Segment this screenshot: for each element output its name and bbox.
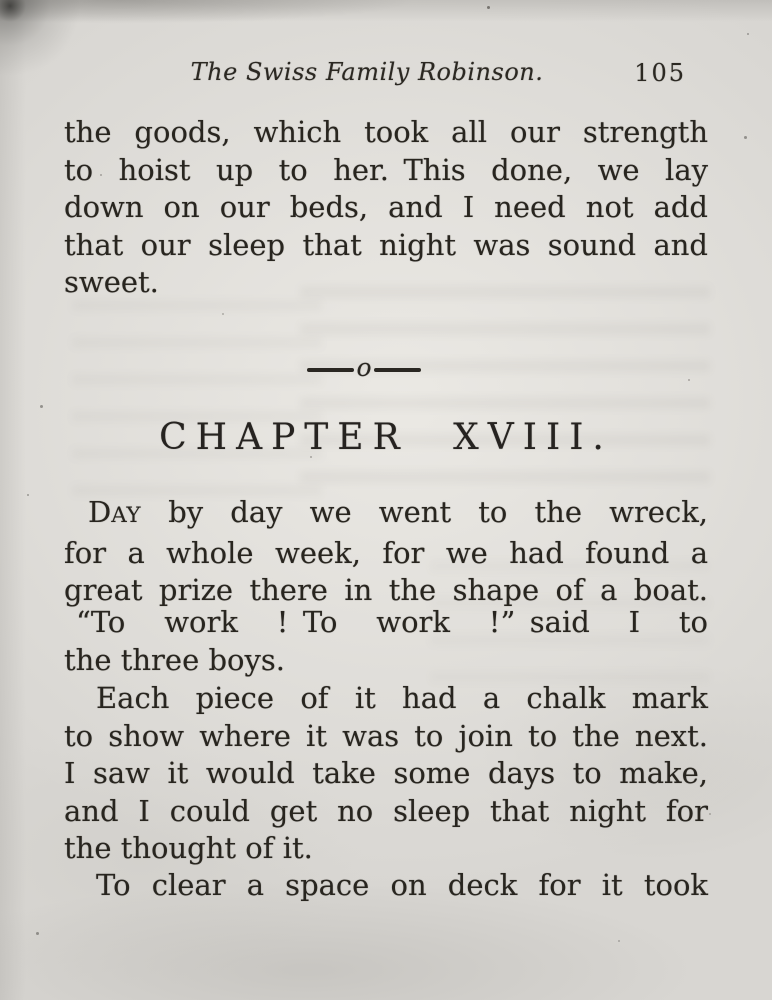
running-title: The Swiss Family Robinson. xyxy=(190,58,544,86)
lead-capital: D xyxy=(88,495,112,529)
text-line: the goods, which took all our strength xyxy=(64,115,708,149)
section-divider xyxy=(42,352,686,388)
text-line: To clear a space on deck for it took xyxy=(96,868,708,902)
page-header xyxy=(64,58,708,94)
text-line: down on our beds, and I need not add xyxy=(64,190,708,225)
small-caps-text: AY xyxy=(111,503,142,528)
page-number: 105 xyxy=(634,59,686,87)
divider-rule-right xyxy=(374,368,421,372)
text-line: and I could get no sleep that night for xyxy=(64,793,708,828)
text-line: sweet. xyxy=(64,265,159,300)
chapter-heading: CHAPTER XVIII. xyxy=(159,417,613,458)
paragraph xyxy=(64,494,708,610)
text-line: to show where it was to join to the next. xyxy=(64,718,708,753)
paragraph xyxy=(64,604,708,679)
text-line: to hoist up to her. This done, we lay xyxy=(64,152,708,187)
paragraph-continuation xyxy=(64,114,708,302)
show-through-texture xyxy=(300,286,710,500)
text-line: the three boys. xyxy=(64,642,285,677)
show-through-texture xyxy=(72,300,322,500)
text-line xyxy=(64,494,708,535)
text-line: that our sleep that night was sound and xyxy=(64,227,708,262)
divider-rule-left xyxy=(307,368,354,372)
line-text: by day we went to the wreck, xyxy=(141,495,708,529)
paragraph xyxy=(64,680,708,868)
text-line: the thought of it. xyxy=(64,831,313,866)
text-line: for a whole week, for we had found a xyxy=(64,535,708,570)
paragraph-partial xyxy=(64,867,708,905)
text-line: I saw it would take some days to make, xyxy=(64,756,708,791)
text-line: Each piece of it had a chalk mark xyxy=(96,681,708,715)
text-line: “To work ! To work !” said I to xyxy=(76,605,708,639)
divider-ornament: o xyxy=(356,352,372,382)
text-line: great prize there in the shape of a boat. xyxy=(64,573,708,608)
